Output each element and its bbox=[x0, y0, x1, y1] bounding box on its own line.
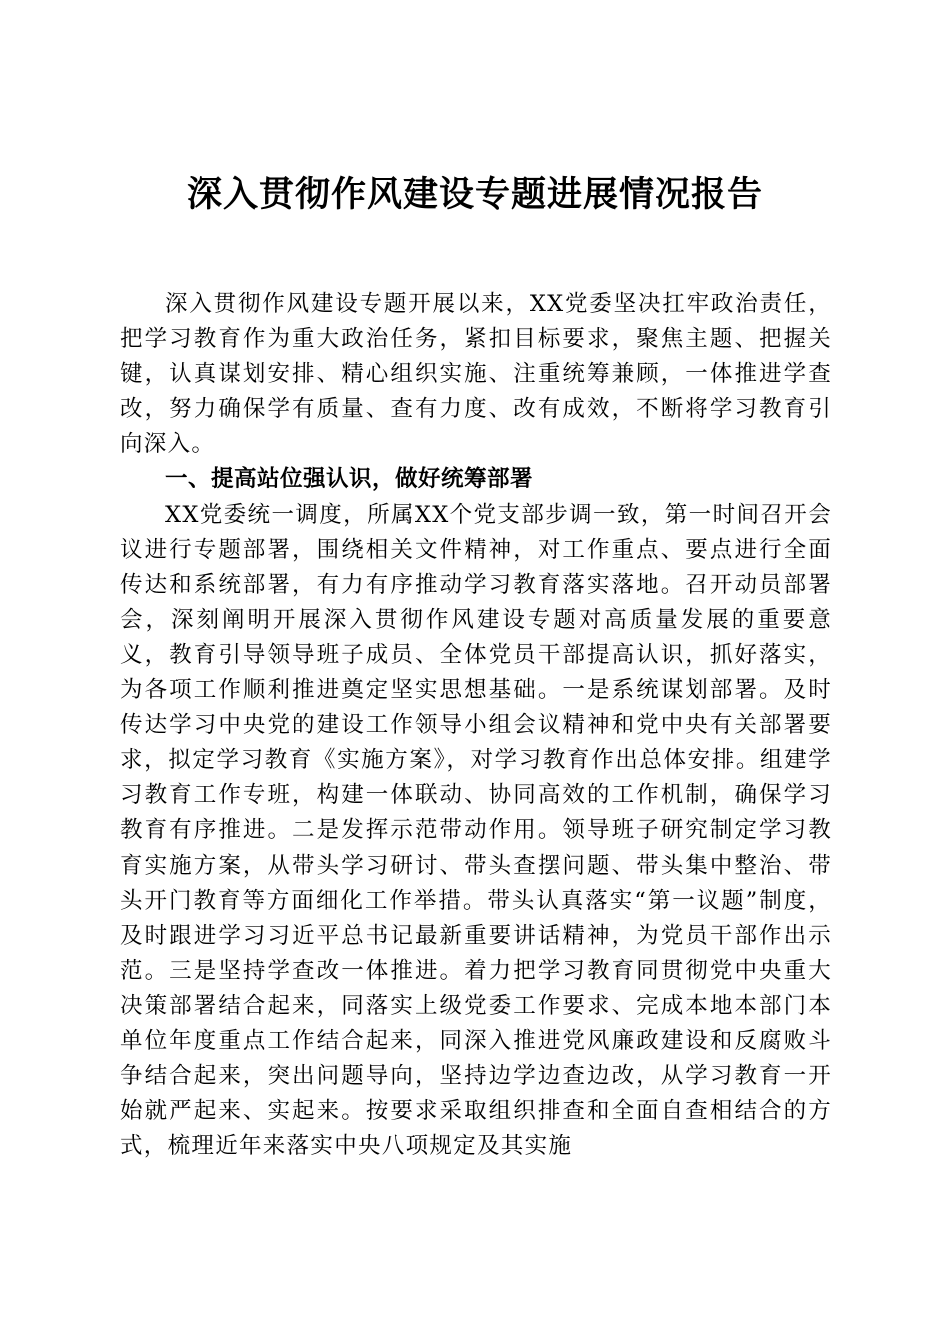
document-title: 深入贯彻作风建设专题进展情况报告 bbox=[186, 174, 763, 215]
document-body bbox=[120, 287, 832, 1164]
intro-paragraph: 深入贯彻作风建设专题开展以来，XX党委坚决扛牢政治责任，把学习教育作为重大政治任务，紧扣目标要求，聚焦主题、把握关键，认真谋划安排、精心组织实施、注重统筹兼顾，一体推进学查改，努力确保学有质量、查有力度、改有成效，不断将学习教育引向深入。 bbox=[120, 291, 832, 458]
section-heading-1: 一、提高站位强认识，做好统筹部署 bbox=[165, 466, 534, 493]
section-1-paragraph: XX党委统一调度，所属XX个党支部步调一致，第一时间召开会议进行专题部署，围绕相关文件精神，对工作重点、要点进行全面传达和系统部署，有力有序推动学习教育落实落地。召开动员部署会，深刻阐明开展深入贯彻作风建设专题对高质量发展的重要意义，教育引导领导班子成员、全体党员干部提高认识，抓好落实，为各项工作顺利推进奠定坚实思想基础。一是系统谋划部署。及时传达学习中央党的建设工作领导小组会议精神和党中央有关部署要求，拟定学习教育《实施方案》，对学习教育作出总体安排。组建学习教育工作专班，构建一体联动、协同高效的工作机制，确保学习教育有序推进。二是发挥示范带动作用。领导班子研究制定学习教育实施方案，从带头学习研讨、带头查摆问题、带头集中整治、带头开门教育等方面细化工作举措。带头认真落实“第一议题”制度，及时跟进学习习近平总书记最新重要讲话精神，为党员干部作出示范。三是坚持学查改一体推进。着力把学习教育同贯彻党中央重大决策部署结合起来，同落实上级党委工作要求、完成本地本部门本单位年度重点工作结合起来，同深入推进党风廉政建设和反腐败斗争结合起来，突出问题导向，坚持边学边查边改，从学习教育一开始就严起来、实起来。按要求采取组织排查和全面自查相结合的方式，梳理近年来落实中央八项规定及其实施 bbox=[120, 501, 832, 1160]
